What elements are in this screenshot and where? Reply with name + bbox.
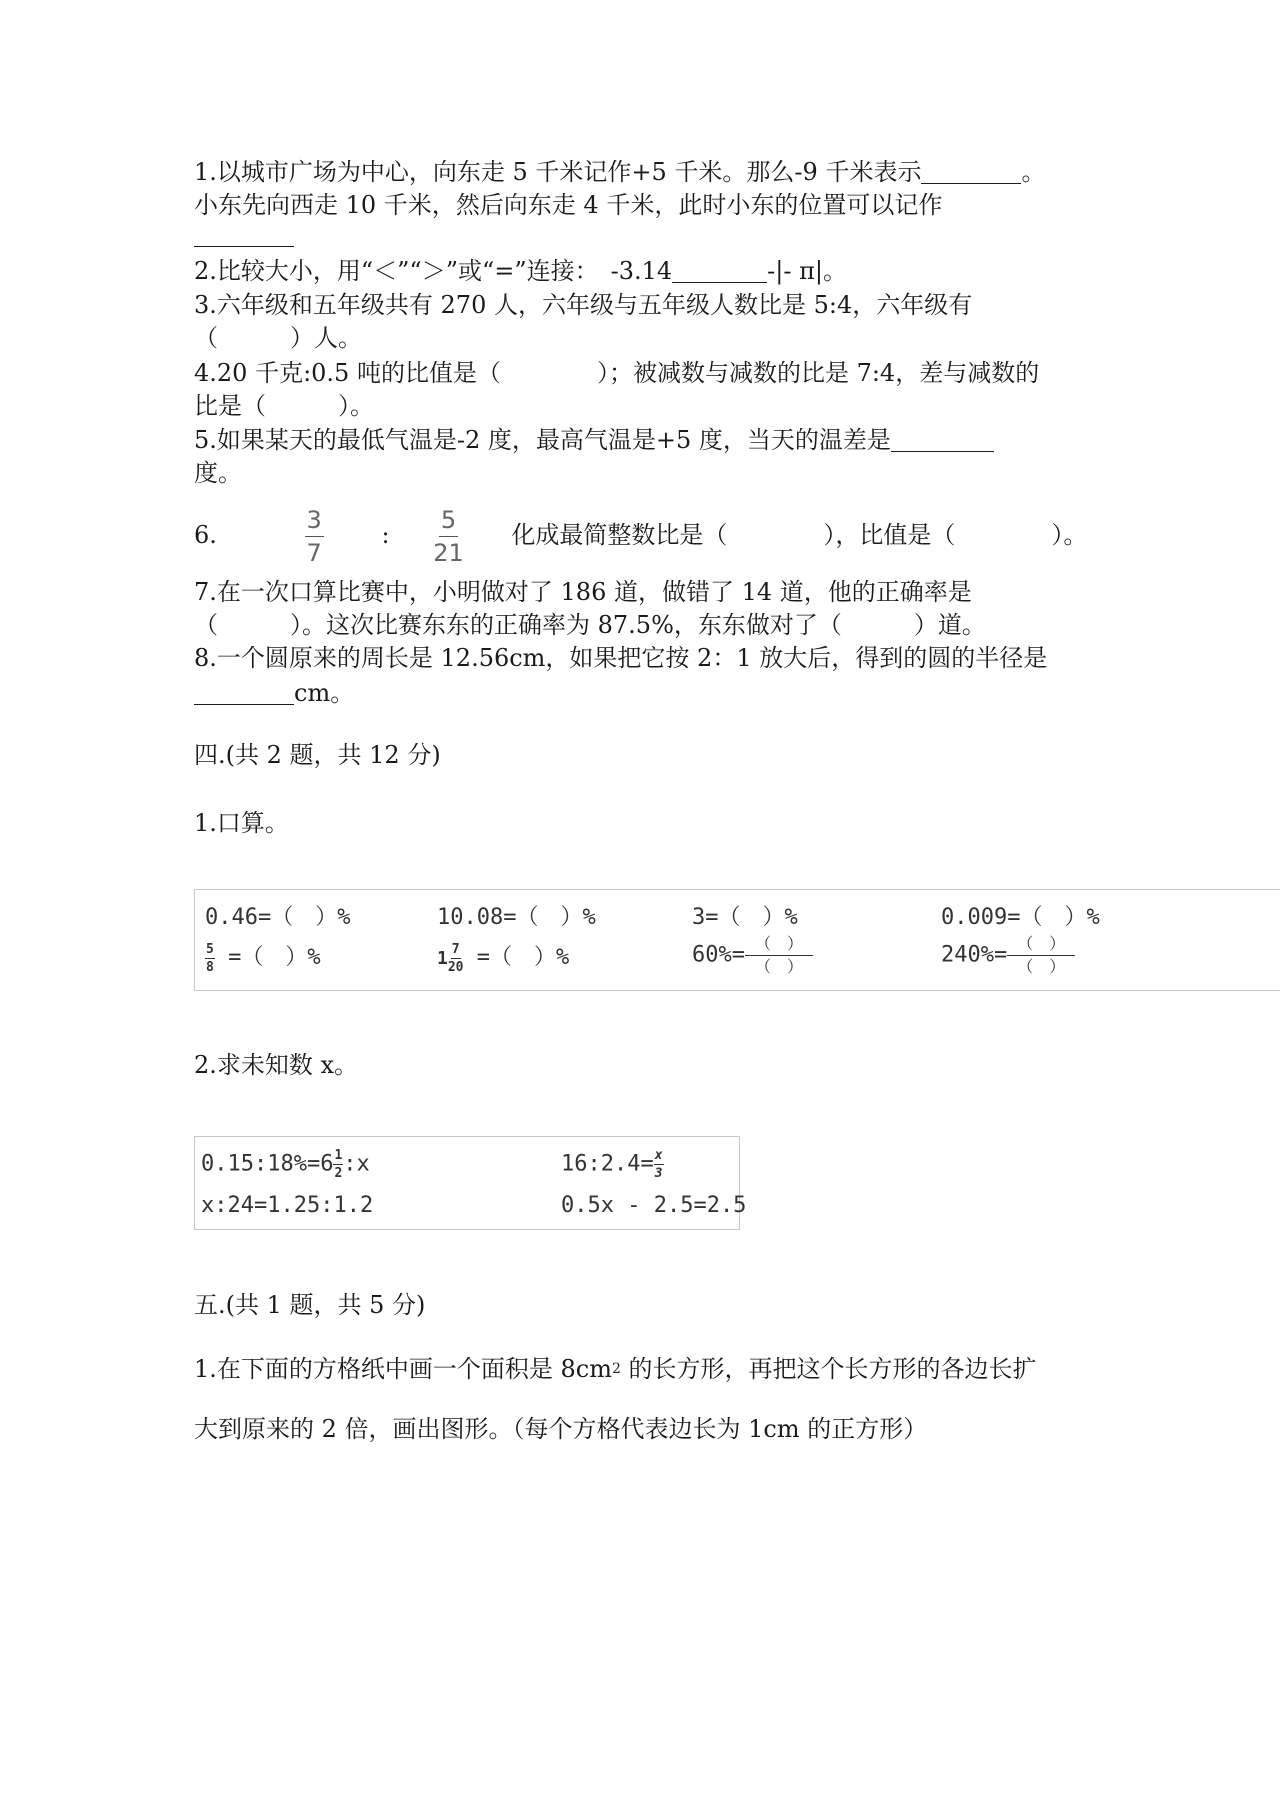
punctuation: 。: [1021, 158, 1046, 186]
equation-3: x:24=1.25:1.2: [201, 1193, 374, 1218]
denominator: 21: [433, 539, 464, 567]
ratio-colon: :: [381, 521, 390, 549]
question-5-text: 5.如果某天的最低气温是-2 度，最高气温是+5 度，当天的温差是: [194, 426, 891, 454]
denominator: （ ）: [1017, 957, 1066, 976]
oral-item-7-lead: 60%=: [692, 942, 745, 968]
question-7-text: 7.在一次口算比赛中，小明做对了 186 道，做错了 14 道，他的正确率是: [194, 578, 972, 606]
numerator: （ ）: [745, 936, 813, 956]
section-heading: 四.(共 2 题，共 12 分): [194, 741, 441, 769]
section-5-heading: [194, 1288, 425, 1322]
equation-1: [201, 1149, 370, 1180]
question-2: [194, 254, 847, 288]
question-8-text: 8.一个圆原来的周长是 12.56cm，如果把它按 2：1 放大后，得到的圆的半径是: [194, 644, 1048, 672]
fraction-5-8: [205, 943, 215, 974]
answer-blank[interactable]: [194, 680, 294, 705]
question-4-line-2: [194, 389, 374, 423]
equation-4: 0.5x - 2.5=2.5: [561, 1193, 747, 1218]
question-6-text: 化成最简整数比是（ ），比值是（ ）。: [511, 521, 1088, 549]
section-5-question-1-line-1: [194, 1352, 1037, 1386]
question-title: 1.口算。: [194, 809, 289, 837]
blank-fraction[interactable]: [745, 936, 813, 975]
fraction-x-3: [654, 1149, 664, 1180]
oral-item-5: [205, 940, 321, 974]
oral-calculation-box: [194, 889, 1280, 991]
question-5-line-2: [194, 456, 242, 490]
question-1-text-2: 小东先向西走 10 千米，然后向东走 4 千米，此时小东的位置可以记作: [194, 191, 943, 219]
numerator: （ ）: [1007, 936, 1075, 956]
question-5-text-2: 度。: [194, 459, 242, 487]
numerator: 7: [451, 941, 460, 957]
numerator: 5: [206, 941, 214, 957]
section-4-question-2-title: [194, 1048, 358, 1082]
blank-fraction[interactable]: [1007, 936, 1075, 975]
numerator: 5: [439, 508, 458, 537]
answer-blank[interactable]: [891, 427, 994, 452]
question-8-text-2: cm。: [294, 679, 355, 707]
section-4-heading: [194, 738, 441, 772]
question-7-line-2: [194, 608, 986, 642]
numerator: x: [654, 1148, 663, 1163]
question-text-cont: 的长方形，再把这个长方形的各边长扩: [620, 1355, 1037, 1383]
question-4-text: 4.20 千克:0.5 吨的比值是（ ）；被减数与减数的比是 7:4，差与减数的: [194, 359, 1040, 387]
fraction-3-7: [305, 508, 324, 565]
oral-item-8: [941, 936, 1075, 975]
question-text-2: 大到原来的 2 倍，画出图形。（每个方格代表边长为 1cm 的正方形）: [194, 1415, 928, 1443]
oral-item-8-lead: 240%=: [941, 942, 1008, 968]
equation-2-lead: 16:2.4=: [561, 1151, 654, 1177]
question-4-line-1: [194, 356, 1039, 390]
section-heading: 五.(共 1 题，共 5 分): [194, 1291, 426, 1319]
equation-1-tail: :x: [343, 1151, 370, 1177]
oral-item-3: 3=（ ）%: [692, 905, 798, 930]
answer-blank[interactable]: [921, 159, 1021, 184]
question-2-text: 2.比较大小，用“＜”“＞”或“=”连接： -3.14: [194, 257, 673, 285]
question-8-line-2: [194, 676, 354, 710]
question-5-line-1: [194, 423, 994, 457]
question-text: 1.在下面的方格纸中画一个面积是 8cm: [194, 1355, 612, 1383]
oral-item-6: [437, 940, 569, 974]
whole-number: 1: [437, 948, 448, 969]
section-5-question-1-line-2: [194, 1412, 927, 1446]
question-7-line-1: [194, 575, 972, 609]
question-title: 2.求未知数 x。: [194, 1051, 359, 1079]
fraction-1-2: [333, 1149, 343, 1180]
question-8-line-1: [194, 641, 1047, 675]
denominator: 8: [206, 959, 214, 975]
question-1-line-1: [194, 155, 1045, 189]
question-6: [194, 505, 1087, 565]
denominator: （ ）: [754, 957, 803, 976]
question-7-text-2: （ ）。这次比赛东东的正确率为 87.5%，东东做对了（ ）道。: [194, 611, 986, 639]
equation-2: [561, 1149, 664, 1180]
question-1-text: 1.以城市广场为中心，向东走 5 千米记作+5 千米。那么-9 千米表示: [194, 158, 922, 186]
oral-item-6-tail: =（ ）%: [476, 945, 570, 970]
question-1-line-3: [194, 218, 294, 252]
oral-item-7: [692, 936, 813, 975]
question-3-text: 3.六年级和五年级共有 270 人，六年级与五年级人数比是 5:4，六年级有: [194, 291, 973, 319]
equations-box: [194, 1136, 747, 1230]
question-4-text-2: 比是（ ）。: [194, 392, 374, 420]
oral-item-1: 0.46=（ ）%: [205, 905, 351, 930]
question-3-line-1: [194, 288, 972, 322]
superscript: 2: [612, 1361, 621, 1377]
question-3-line-2: [194, 321, 362, 355]
equation-1-lead: 0.15:18%=6: [201, 1151, 334, 1177]
question-6-label: 6.: [194, 521, 217, 549]
section-4-question-1-title: [194, 806, 289, 840]
fraction-7-20: [448, 943, 464, 974]
numerator: 3: [305, 508, 324, 537]
answer-blank[interactable]: [672, 258, 767, 283]
oral-item-5-tail: =（ ）%: [228, 945, 321, 970]
numerator: 1: [334, 1148, 343, 1163]
question-2-tail: -|- π|。: [767, 257, 847, 285]
question-3-text-2: （ ）人。: [194, 324, 362, 352]
denominator: 3: [654, 1166, 663, 1181]
oral-item-2: 10.08=（ ）%: [437, 905, 596, 930]
answer-blank[interactable]: [194, 222, 294, 247]
question-1-line-2: [194, 188, 942, 222]
fraction-5-21: [433, 508, 464, 565]
denominator: 20: [447, 959, 464, 975]
oral-item-4: 0.009=（ ）%: [941, 905, 1100, 930]
denominator: 2: [334, 1166, 343, 1181]
denominator: 7: [306, 539, 322, 567]
